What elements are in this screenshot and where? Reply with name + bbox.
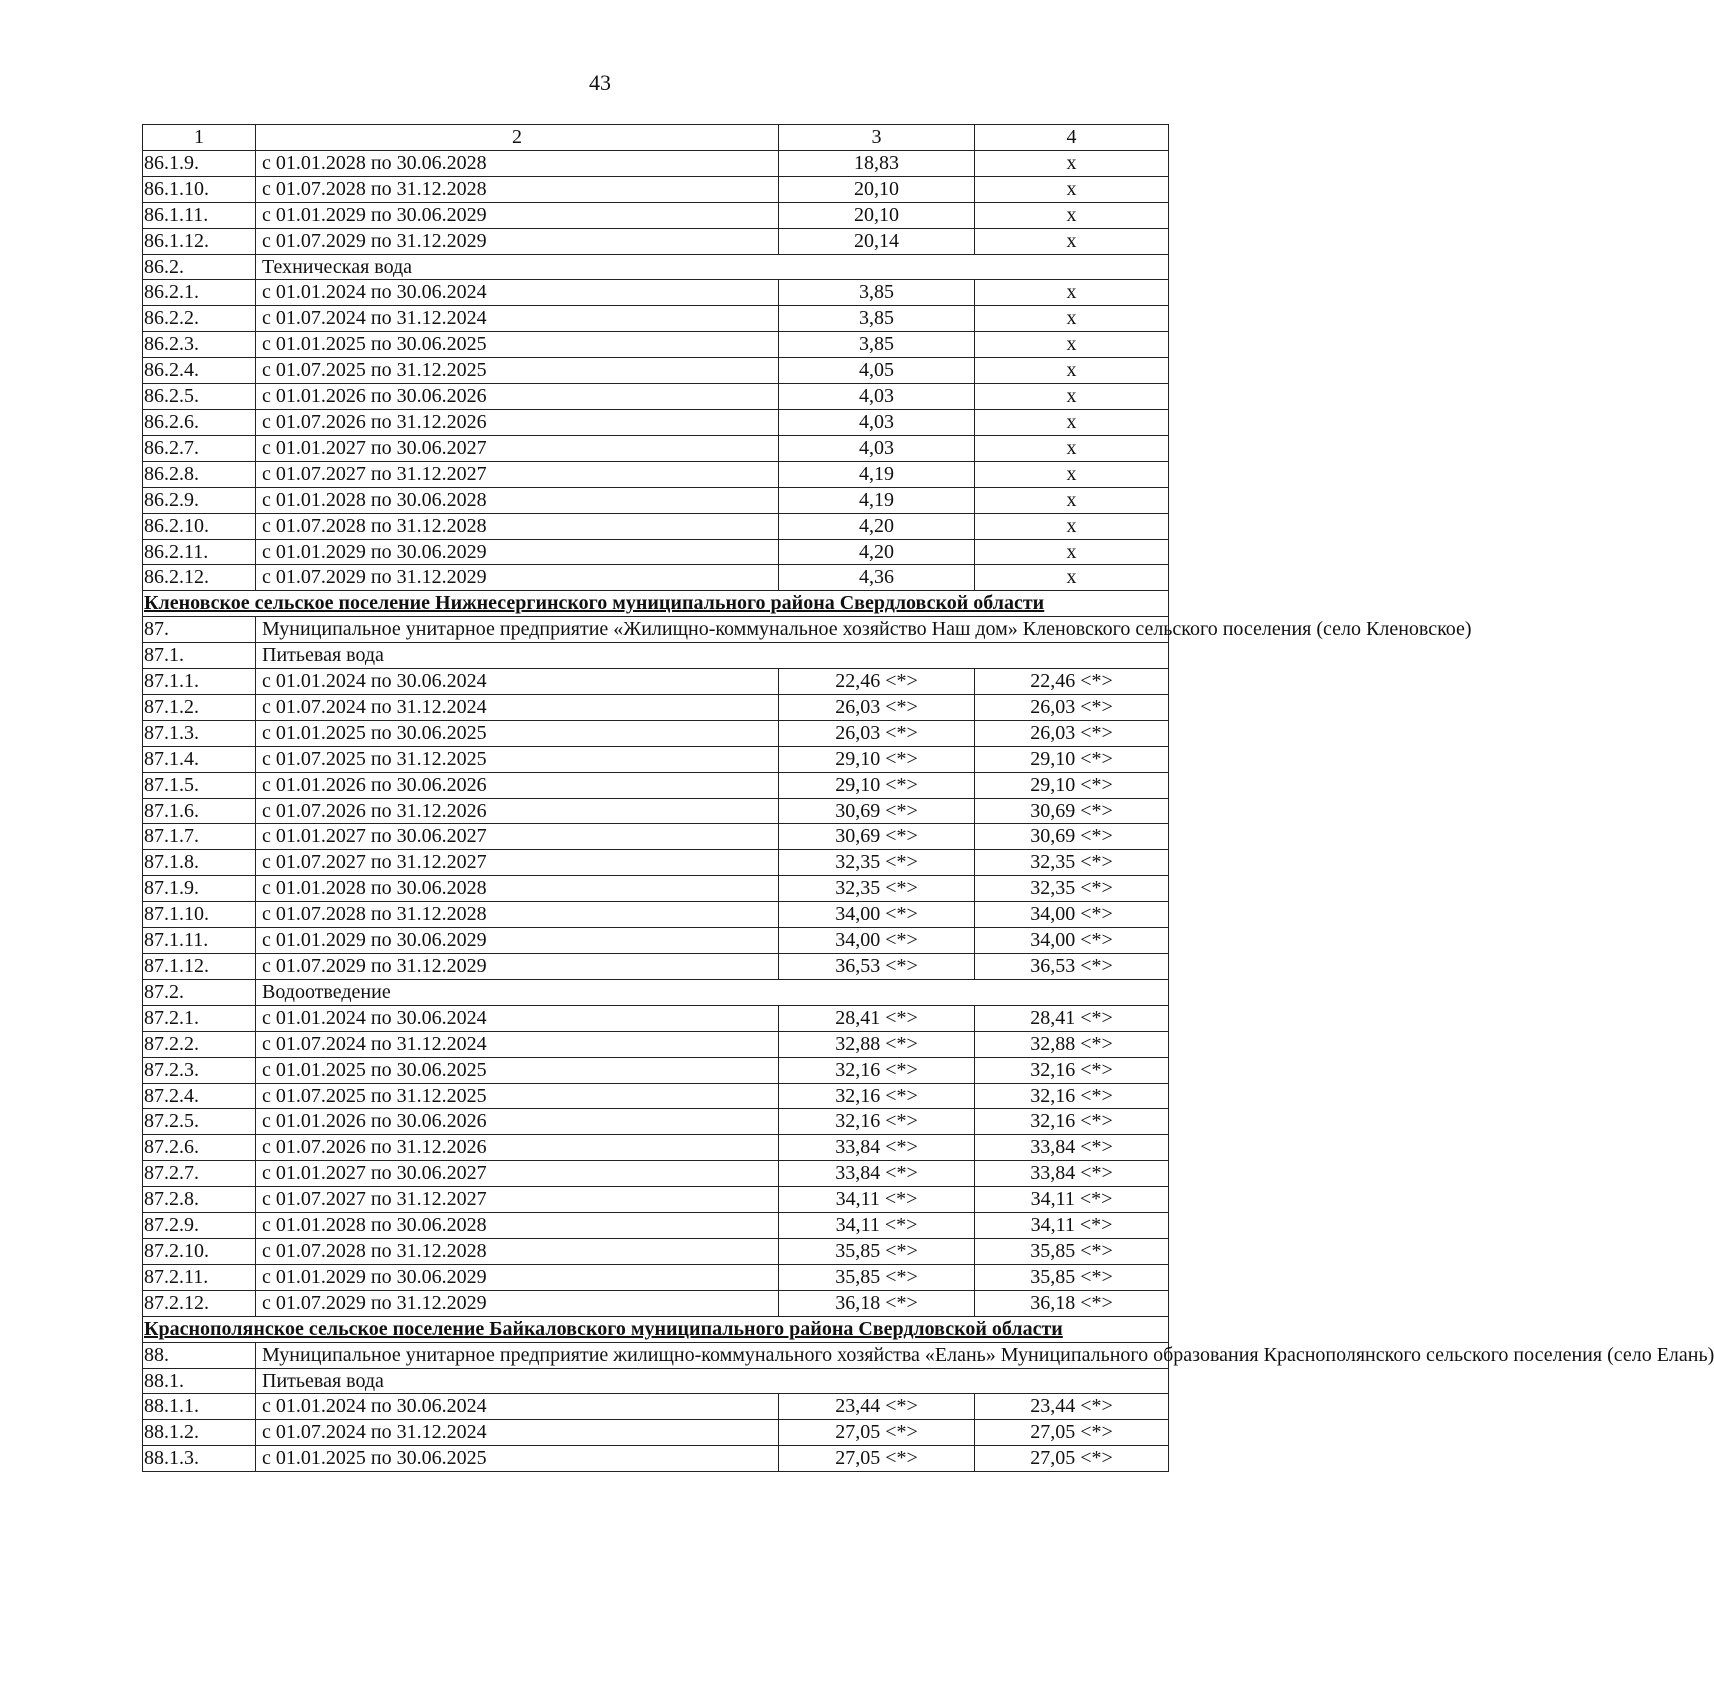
row-period: с 01.01.2026 по 30.06.2026 (256, 1109, 779, 1135)
row-period: с 01.01.2025 по 30.06.2025 (256, 1057, 779, 1083)
row-value-col3: 4,03 (779, 384, 975, 410)
row-value-col4: 34,11 <*> (975, 1187, 1169, 1213)
row-number: 86.2.5. (143, 384, 256, 410)
row-period: с 01.01.2028 по 30.06.2028 (256, 1213, 779, 1239)
row-period: с 01.07.2028 по 31.12.2028 (256, 902, 779, 928)
row-value-col4: х (975, 176, 1169, 202)
row-period: с 01.01.2027 по 30.06.2027 (256, 435, 779, 461)
header-cell: 1 (143, 125, 256, 151)
row-number: 88. (143, 1342, 256, 1368)
row-value-col4: 33,84 <*> (975, 1161, 1169, 1187)
row-value-col4: 27,05 <*> (975, 1446, 1169, 1472)
table-row (143, 850, 1169, 876)
table-row (143, 928, 1169, 954)
row-value-col4: х (975, 202, 1169, 228)
row-period: с 01.07.2028 по 31.12.2028 (256, 513, 779, 539)
row-number: 86.2.6. (143, 409, 256, 435)
row-period: с 01.01.2024 по 30.06.2024 (256, 1005, 779, 1031)
row-period: с 01.01.2029 по 30.06.2029 (256, 202, 779, 228)
row-number: 86.2.3. (143, 332, 256, 358)
row-period: с 01.01.2029 по 30.06.2029 (256, 1264, 779, 1290)
row-number: 86.2.12. (143, 565, 256, 591)
row-number: 87.1.6. (143, 798, 256, 824)
table-row (143, 1290, 1169, 1316)
table-row (143, 435, 1169, 461)
row-value-col3: 36,53 <*> (779, 954, 975, 980)
row-number: 86.2.11. (143, 539, 256, 565)
row-value-col4: х (975, 358, 1169, 384)
section-heading: Кленовское сельское поселение Нижнесергинского муниципального района Свердловской области (143, 591, 1169, 617)
table-row (143, 1264, 1169, 1290)
row-value-col4: 32,35 <*> (975, 876, 1169, 902)
table-row (143, 1135, 1169, 1161)
row-value-col3: 23,44 <*> (779, 1394, 975, 1420)
row-number: 86.2.2. (143, 306, 256, 332)
row-period: с 01.01.2025 по 30.06.2025 (256, 332, 779, 358)
row-value-col4: х (975, 332, 1169, 358)
table-row (143, 409, 1169, 435)
row-period: с 01.07.2027 по 31.12.2027 (256, 461, 779, 487)
row-number: 87.2.7. (143, 1161, 256, 1187)
row-value-col4: х (975, 306, 1169, 332)
row-period: с 01.07.2026 по 31.12.2026 (256, 409, 779, 435)
group-row (143, 979, 1169, 1005)
header-cell: 4 (975, 125, 1169, 151)
row-value-col4: 23,44 <*> (975, 1394, 1169, 1420)
row-number: 87.2.12. (143, 1290, 256, 1316)
row-number: 87.1.12. (143, 954, 256, 980)
table-row (143, 694, 1169, 720)
row-value-col4: 33,84 <*> (975, 1135, 1169, 1161)
page-number: 43 (589, 70, 611, 95)
row-number: 87.2.2. (143, 1031, 256, 1057)
row-value-col3: 36,18 <*> (779, 1290, 975, 1316)
row-number: 88.1.1. (143, 1394, 256, 1420)
row-value-col3: 26,03 <*> (779, 720, 975, 746)
row-number: 87.1.1. (143, 669, 256, 695)
group-title: Питьевая вода (256, 1368, 1169, 1394)
row-period: с 01.07.2025 по 31.12.2025 (256, 1083, 779, 1109)
header-cell: 2 (256, 125, 779, 151)
row-period: с 01.07.2027 по 31.12.2027 (256, 850, 779, 876)
row-number: 87.2.8. (143, 1187, 256, 1213)
row-period: с 01.07.2024 по 31.12.2024 (256, 694, 779, 720)
row-value-col3: 35,85 <*> (779, 1238, 975, 1264)
row-value-col4: 29,10 <*> (975, 772, 1169, 798)
row-period: с 01.01.2028 по 30.06.2028 (256, 487, 779, 513)
table-row (143, 1238, 1169, 1264)
row-value-col4: 32,16 <*> (975, 1057, 1169, 1083)
table-row (143, 1031, 1169, 1057)
row-number: 87.2. (143, 979, 256, 1005)
row-value-col4: 32,16 <*> (975, 1083, 1169, 1109)
row-number: 87.1.7. (143, 824, 256, 850)
row-period: с 01.01.2024 по 30.06.2024 (256, 669, 779, 695)
row-value-col4: 34,11 <*> (975, 1213, 1169, 1239)
row-period: с 01.01.2026 по 30.06.2026 (256, 772, 779, 798)
row-value-col3: 29,10 <*> (779, 746, 975, 772)
row-number: 87.1.8. (143, 850, 256, 876)
row-value-col4: 36,53 <*> (975, 954, 1169, 980)
row-value-col3: 27,05 <*> (779, 1446, 975, 1472)
organization-name: Муниципальное унитарное предприятие «Жилищно-коммунальное хозяйство Наш дом» Кленовского сельского поселения (село Кленовское) (256, 617, 1169, 643)
row-number: 86.1.11. (143, 202, 256, 228)
table-row (143, 539, 1169, 565)
row-number: 87.1.10. (143, 902, 256, 928)
row-value-col3: 4,20 (779, 539, 975, 565)
table-row (143, 461, 1169, 487)
table-row (143, 1213, 1169, 1239)
row-period: с 01.07.2028 по 31.12.2028 (256, 1238, 779, 1264)
row-period: с 01.07.2028 по 31.12.2028 (256, 176, 779, 202)
row-period: с 01.01.2024 по 30.06.2024 (256, 280, 779, 306)
row-value-col4: х (975, 228, 1169, 254)
row-number: 86.1.10. (143, 176, 256, 202)
row-value-col3: 20,10 (779, 176, 975, 202)
table-row (143, 332, 1169, 358)
table-header-row (143, 125, 1169, 151)
row-period: с 01.01.2024 по 30.06.2024 (256, 1394, 779, 1420)
row-value-col4: х (975, 461, 1169, 487)
row-value-col3: 30,69 <*> (779, 798, 975, 824)
row-value-col3: 26,03 <*> (779, 694, 975, 720)
row-period: с 01.07.2025 по 31.12.2025 (256, 358, 779, 384)
row-value-col3: 20,14 (779, 228, 975, 254)
row-value-col4: 36,18 <*> (975, 1290, 1169, 1316)
table-row (143, 772, 1169, 798)
row-period: с 01.01.2029 по 30.06.2029 (256, 928, 779, 954)
table-row (143, 228, 1169, 254)
header-cell: 3 (779, 125, 975, 151)
row-value-col4: 35,85 <*> (975, 1264, 1169, 1290)
row-number: 86.1.9. (143, 150, 256, 176)
row-period: с 01.07.2029 по 31.12.2029 (256, 228, 779, 254)
row-value-col3: 33,84 <*> (779, 1161, 975, 1187)
group-title: Питьевая вода (256, 643, 1169, 669)
group-row (143, 1368, 1169, 1394)
row-value-col4: 30,69 <*> (975, 824, 1169, 850)
row-value-col3: 4,05 (779, 358, 975, 384)
row-number: 87.1.9. (143, 876, 256, 902)
row-period: с 01.07.2024 по 31.12.2024 (256, 1031, 779, 1057)
row-value-col4: 28,41 <*> (975, 1005, 1169, 1031)
row-period: с 01.07.2029 по 31.12.2029 (256, 1290, 779, 1316)
row-number: 87.1.2. (143, 694, 256, 720)
row-value-col3: 35,85 <*> (779, 1264, 975, 1290)
row-number: 87.2.10. (143, 1238, 256, 1264)
row-value-col3: 34,00 <*> (779, 928, 975, 954)
row-value-col4: 32,88 <*> (975, 1031, 1169, 1057)
row-value-col3: 4,03 (779, 435, 975, 461)
row-number: 87.1. (143, 643, 256, 669)
row-period: с 01.07.2029 по 31.12.2029 (256, 565, 779, 591)
row-value-col3: 29,10 <*> (779, 772, 975, 798)
row-number: 88.1.3. (143, 1446, 256, 1472)
row-value-col3: 34,11 <*> (779, 1213, 975, 1239)
section-heading-row (143, 1316, 1169, 1342)
organization-row (143, 1342, 1169, 1368)
section-heading-row (143, 591, 1169, 617)
row-number: 87.2.3. (143, 1057, 256, 1083)
row-value-col3: 3,85 (779, 280, 975, 306)
row-period: с 01.01.2025 по 30.06.2025 (256, 1446, 779, 1472)
row-value-col4: 32,35 <*> (975, 850, 1169, 876)
row-value-col3: 32,35 <*> (779, 850, 975, 876)
row-value-col4: 30,69 <*> (975, 798, 1169, 824)
row-value-col3: 33,84 <*> (779, 1135, 975, 1161)
row-value-col3: 32,35 <*> (779, 876, 975, 902)
row-number: 88.1. (143, 1368, 256, 1394)
row-period: с 01.01.2025 по 30.06.2025 (256, 720, 779, 746)
row-value-col4: х (975, 565, 1169, 591)
row-number: 87.2.6. (143, 1135, 256, 1161)
section-heading: Краснополянское сельское поселение Байкаловского муниципального района Свердловской области (143, 1316, 1169, 1342)
row-value-col4: х (975, 280, 1169, 306)
group-title: Водоотведение (256, 979, 1169, 1005)
table-row (143, 720, 1169, 746)
row-value-col3: 20,10 (779, 202, 975, 228)
row-value-col3: 4,36 (779, 565, 975, 591)
row-number: 86.2.10. (143, 513, 256, 539)
row-number: 87.1.5. (143, 772, 256, 798)
table-row (143, 150, 1169, 176)
row-value-col4: 34,00 <*> (975, 928, 1169, 954)
tariff-table-body (143, 125, 1714, 1472)
table-row (143, 746, 1169, 772)
row-period: с 01.01.2026 по 30.06.2026 (256, 384, 779, 410)
table-row (143, 176, 1169, 202)
row-value-col3: 28,41 <*> (779, 1005, 975, 1031)
row-period: с 01.01.2027 по 30.06.2027 (256, 824, 779, 850)
row-value-col4: х (975, 384, 1169, 410)
row-period: с 01.07.2026 по 31.12.2026 (256, 798, 779, 824)
row-value-col3: 32,88 <*> (779, 1031, 975, 1057)
row-value-col3: 3,85 (779, 332, 975, 358)
table-row (143, 824, 1169, 850)
row-value-col4: х (975, 150, 1169, 176)
row-number: 86.2.7. (143, 435, 256, 461)
table-row (143, 954, 1169, 980)
row-number: 87.1.4. (143, 746, 256, 772)
table-row (143, 513, 1169, 539)
row-value-col4: х (975, 409, 1169, 435)
row-value-col4: 34,00 <*> (975, 902, 1169, 928)
row-value-col3: 18,83 (779, 150, 975, 176)
row-value-col3: 4,20 (779, 513, 975, 539)
row-value-col4: 26,03 <*> (975, 694, 1169, 720)
row-period: с 01.07.2026 по 31.12.2026 (256, 1135, 779, 1161)
row-number: 87.2.11. (143, 1264, 256, 1290)
organization-row (143, 617, 1169, 643)
table-row (143, 1394, 1169, 1420)
row-value-col4: х (975, 539, 1169, 565)
row-number: 86.2.4. (143, 358, 256, 384)
row-value-col3: 34,11 <*> (779, 1187, 975, 1213)
row-number: 87.2.1. (143, 1005, 256, 1031)
table-row (143, 1083, 1169, 1109)
row-value-col4: 32,16 <*> (975, 1109, 1169, 1135)
row-period: с 01.01.2029 по 30.06.2029 (256, 539, 779, 565)
row-value-col4: х (975, 487, 1169, 513)
row-number: 86.2. (143, 254, 256, 280)
row-value-col4: х (975, 435, 1169, 461)
row-number: 87.2.9. (143, 1213, 256, 1239)
table-row (143, 1057, 1169, 1083)
row-value-col4: 29,10 <*> (975, 746, 1169, 772)
table-row (143, 1420, 1169, 1446)
row-value-col3: 32,16 <*> (779, 1109, 975, 1135)
table-row (143, 306, 1169, 332)
table-row (143, 280, 1169, 306)
table-row (143, 798, 1169, 824)
row-value-col3: 4,03 (779, 409, 975, 435)
row-value-col4: х (975, 513, 1169, 539)
table-row (143, 1446, 1169, 1472)
row-period: с 01.07.2027 по 31.12.2027 (256, 1187, 779, 1213)
row-value-col3: 34,00 <*> (779, 902, 975, 928)
table-row (143, 1109, 1169, 1135)
row-number: 88.1.2. (143, 1420, 256, 1446)
row-number: 86.2.9. (143, 487, 256, 513)
row-period: с 01.07.2024 по 31.12.2024 (256, 1420, 779, 1446)
table-row (143, 1005, 1169, 1031)
table-row (143, 1161, 1169, 1187)
row-value-col3: 27,05 <*> (779, 1420, 975, 1446)
row-period: с 01.07.2025 по 31.12.2025 (256, 746, 779, 772)
row-value-col3: 30,69 <*> (779, 824, 975, 850)
group-title: Техническая вода (256, 254, 1169, 280)
row-value-col3: 32,16 <*> (779, 1057, 975, 1083)
group-row (143, 643, 1169, 669)
group-row (143, 254, 1169, 280)
row-number: 86.1.12. (143, 228, 256, 254)
row-number: 87.2.4. (143, 1083, 256, 1109)
row-period: с 01.01.2028 по 30.06.2028 (256, 150, 779, 176)
row-value-col3: 32,16 <*> (779, 1083, 975, 1109)
tariff-table (142, 124, 1714, 1472)
row-number: 87. (143, 617, 256, 643)
table-row (143, 669, 1169, 695)
row-value-col3: 4,19 (779, 487, 975, 513)
row-value-col3: 3,85 (779, 306, 975, 332)
row-value-col3: 4,19 (779, 461, 975, 487)
row-number: 87.1.3. (143, 720, 256, 746)
row-value-col4: 27,05 <*> (975, 1420, 1169, 1446)
row-period: с 01.07.2024 по 31.12.2024 (256, 306, 779, 332)
table-row (143, 384, 1169, 410)
organization-name: Муниципальное унитарное предприятие жилищно-коммунального хозяйства «Елань» Муниципального образования Краснополянского сельского поселения (село Елань) (256, 1342, 1169, 1368)
row-number: 87.1.11. (143, 928, 256, 954)
table-row (143, 202, 1169, 228)
table-row (143, 876, 1169, 902)
table-row (143, 1187, 1169, 1213)
row-period: с 01.01.2028 по 30.06.2028 (256, 876, 779, 902)
row-period: с 01.01.2027 по 30.06.2027 (256, 1161, 779, 1187)
row-number: 86.2.8. (143, 461, 256, 487)
table-row (143, 902, 1169, 928)
row-value-col4: 26,03 <*> (975, 720, 1169, 746)
table-row (143, 565, 1169, 591)
row-period: с 01.07.2029 по 31.12.2029 (256, 954, 779, 980)
row-number: 86.2.1. (143, 280, 256, 306)
row-value-col4: 35,85 <*> (975, 1238, 1169, 1264)
row-number: 87.2.5. (143, 1109, 256, 1135)
row-value-col3: 22,46 <*> (779, 669, 975, 695)
table-row (143, 487, 1169, 513)
table-row (143, 358, 1169, 384)
row-value-col4: 22,46 <*> (975, 669, 1169, 695)
